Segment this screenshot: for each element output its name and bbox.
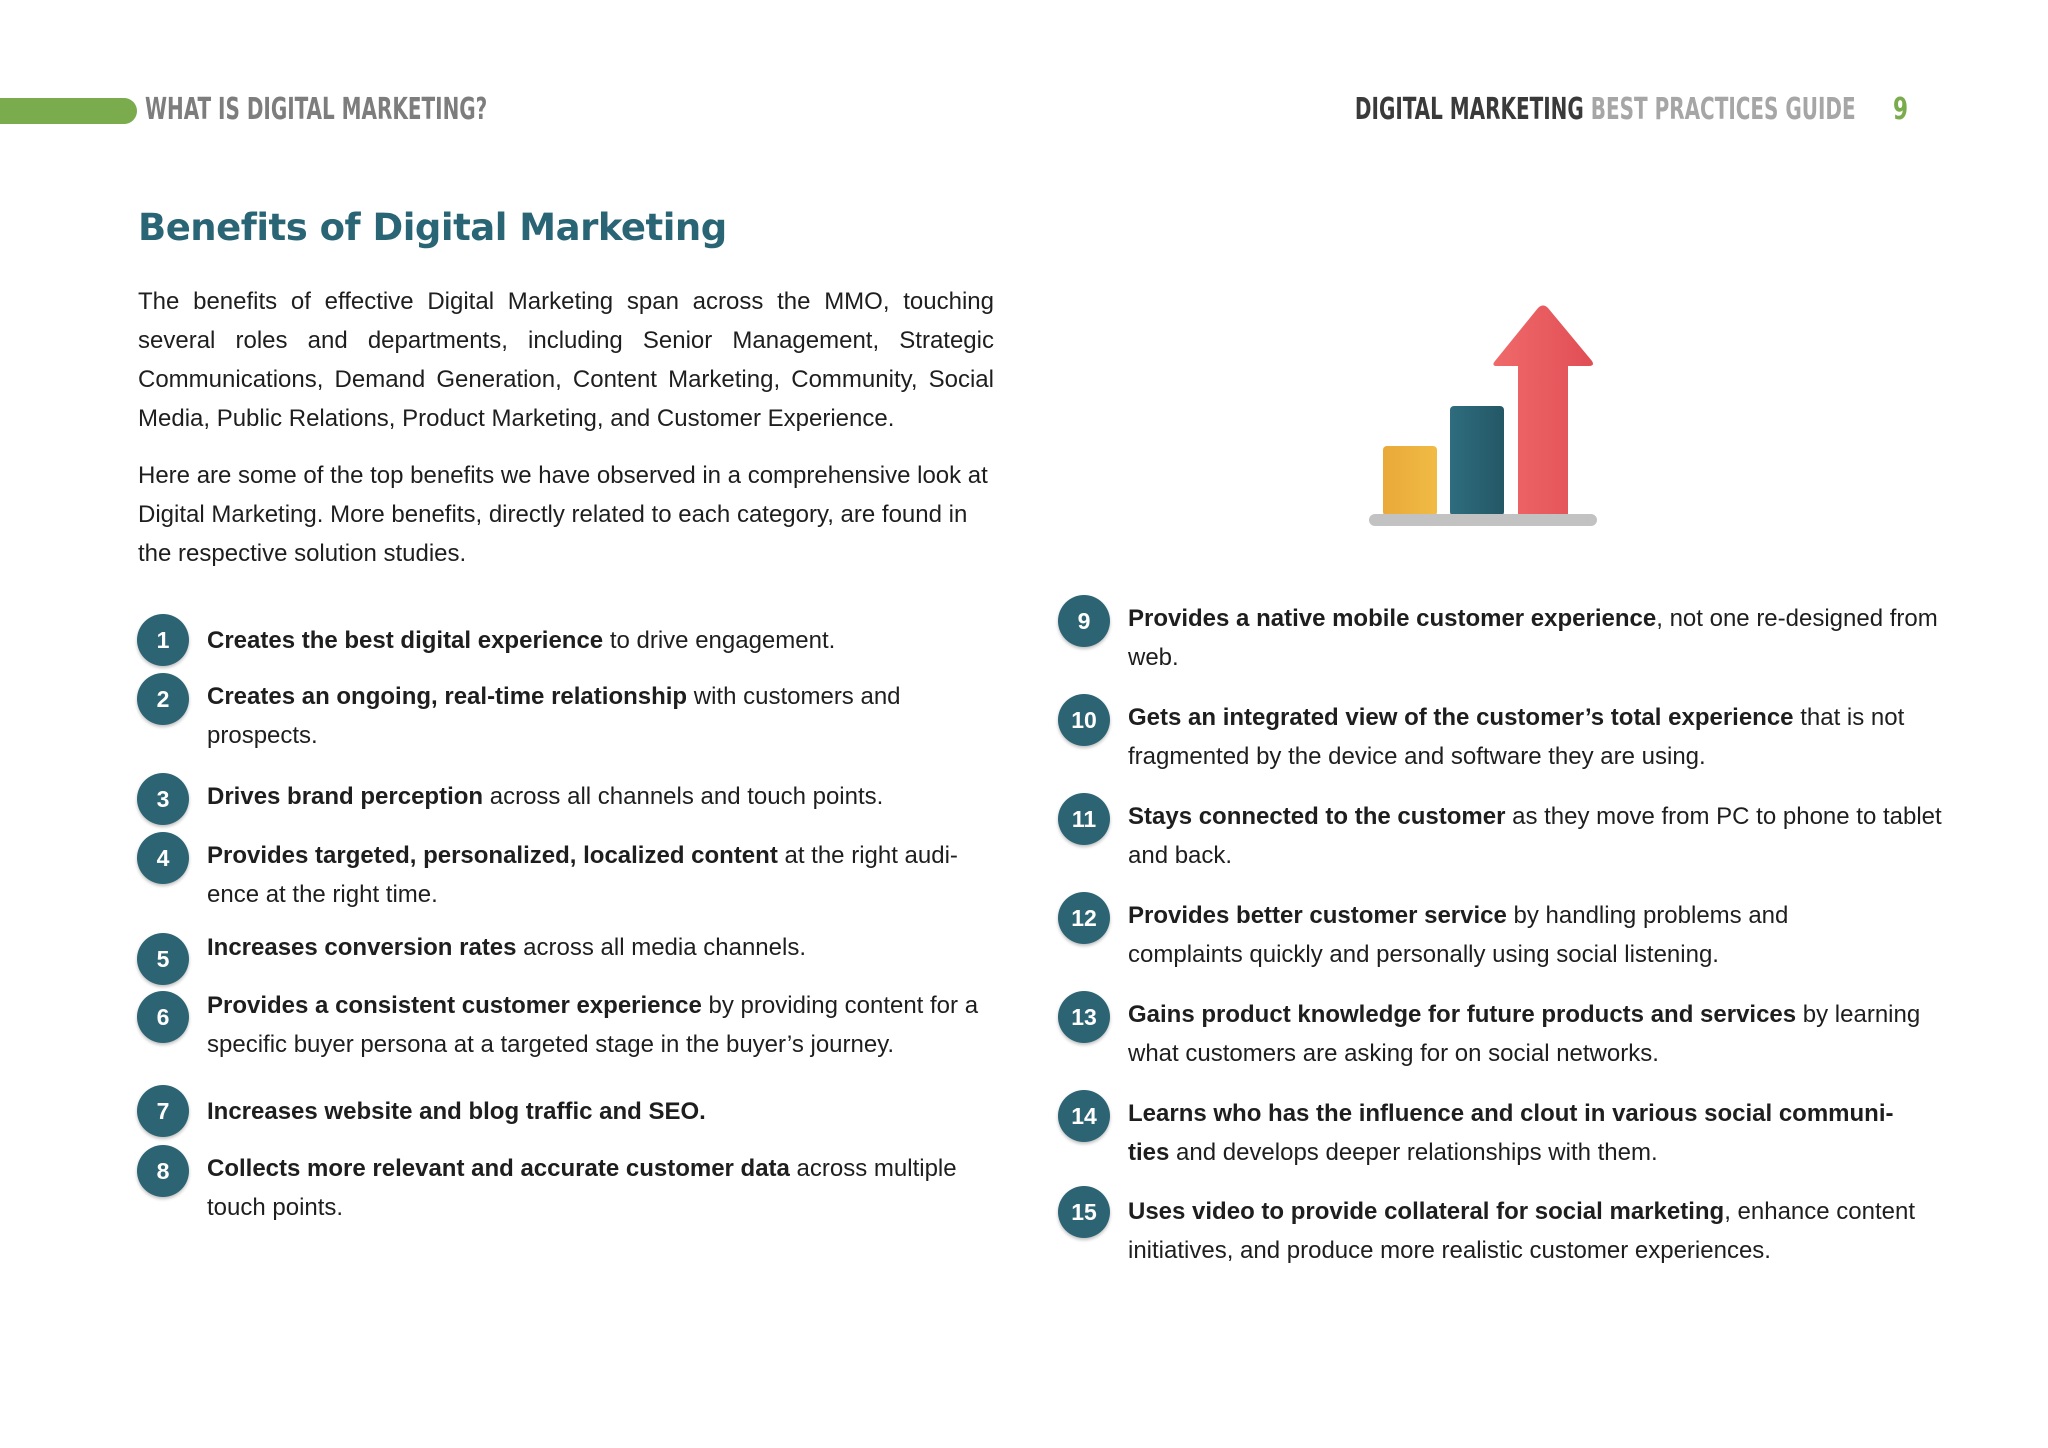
list-item-rest: , enhance content initiatives, and produce more realistic customer experiences.: [1128, 1198, 1916, 1264]
number-badge: 8: [137, 1145, 189, 1197]
number-badge: 4: [137, 832, 189, 884]
number-badge: 15: [1058, 1186, 1110, 1238]
list-item-rest: as they move from PC to phone to tablet and back.: [1128, 803, 1942, 869]
list-item-bold: Increases conversion rates: [207, 934, 517, 961]
list-item: [1058, 991, 1928, 1073]
number-badge: 11: [1058, 793, 1110, 845]
list-item-rest: by learning what customers are asking for on social networks.: [1128, 1001, 1921, 1067]
list-item-bold: Drives brand perception: [207, 783, 484, 810]
list-item-bold: Stays connected to the customer: [1128, 803, 1506, 830]
list-item-bold: Provides a native mobile customer experience: [1128, 605, 1657, 632]
list-item: [137, 673, 967, 755]
list-item-text: [1128, 995, 1928, 1073]
page-title: Benefits of Digital Marketing: [138, 206, 727, 249]
list-item-rest: at the right audi-ence at the right time.: [207, 842, 958, 908]
guide-title-strong: DIGITAL MARKETING: [1355, 92, 1585, 127]
list-item-bold: Gets an integrated view of the customer’s total experience: [1128, 704, 1794, 731]
list-item: [137, 1145, 997, 1227]
list-item-rest: by handling problems and complaints quickly and personally using social listening.: [1128, 902, 1789, 968]
list-item-bold: Provides a consistent customer experience: [207, 992, 702, 1019]
number-badge: 13: [1058, 991, 1110, 1043]
number-badge: 1: [137, 614, 189, 666]
number-badge: 3: [137, 773, 189, 825]
list-item-text: [207, 621, 999, 660]
list-item: [137, 614, 999, 666]
growth-bar-chart-arrow-icon: [1363, 300, 1603, 532]
number-badge: 2: [137, 673, 189, 725]
number-badge: 12: [1058, 892, 1110, 944]
list-item-text: [207, 777, 999, 816]
list-item-text: [207, 836, 1007, 914]
list-item-bold: Uses video to provide collateral for social marketing: [1128, 1198, 1725, 1225]
header-accent-bar: [0, 98, 137, 124]
list-item: [137, 832, 1007, 914]
list-item-bold: Increases website and blog traffic and SEO.: [207, 1098, 706, 1125]
chart-arrow-red: [1493, 306, 1593, 517]
page-number: 9: [1893, 92, 1909, 127]
list-item-text: [207, 1092, 999, 1131]
list-item-text: [1128, 698, 1918, 776]
number-badge: 14: [1058, 1090, 1110, 1142]
intro-paragraph-2: Here are some of the top benefits we have observed in a comprehensive look at Digital Marketing. More benefits, directly related to each category, are found in the respective solution studies.: [138, 462, 988, 567]
list-item: [137, 991, 1007, 1064]
list-item-rest: with customers and prospects.: [207, 683, 901, 749]
section-label: WHAT IS DIGITAL MARKETING?: [145, 92, 488, 127]
list-item: [1058, 1186, 1948, 1270]
chart-bar-teal: [1450, 406, 1504, 516]
list-item-text: [1128, 1192, 1948, 1270]
list-item-text: [1128, 599, 1948, 677]
list-item: [137, 773, 999, 825]
guide-title: [1355, 92, 1856, 127]
list-item-rest: across multiple touch points.: [207, 1155, 957, 1221]
list-item-rest: across all media channels.: [516, 934, 806, 961]
list-item-bold: Learns who has the influence and clout in various social communi-ties: [1128, 1100, 1894, 1166]
guide-title-light: BEST PRACTICES GUIDE: [1591, 92, 1856, 127]
list-item-text: [1128, 1094, 1918, 1172]
list-item: [137, 933, 999, 985]
list-item-text: [1128, 797, 1948, 875]
list-item: [1058, 793, 1948, 875]
list-item-rest: , not one re-designed from web.: [1128, 605, 1938, 671]
number-badge: 7: [137, 1085, 189, 1137]
list-item-text: [207, 986, 1007, 1064]
intro-paragraph-1: The benefits of effective Digital Marketing span across the MMO, touching several roles and departments, including Senior Management, Strategic Communications, Demand Generation, Content Marketing, Community, Social Media, Public Relations, Product Marketing, and Customer Experience.: [138, 288, 994, 432]
list-item-rest: that is not fragmented by the device and software they are using.: [1128, 704, 1905, 770]
list-item-text: [207, 928, 999, 967]
list-item: [137, 1085, 999, 1137]
list-item-bold: Collects more relevant and accurate customer data: [207, 1155, 790, 1182]
list-item: [1058, 1090, 1918, 1172]
list-item-bold: Provides better customer service: [1128, 902, 1507, 929]
list-item-bold: Creates an ongoing, real-time relationship: [207, 683, 688, 710]
list-item-rest: to drive engagement.: [603, 627, 836, 654]
number-badge: 6: [137, 991, 189, 1043]
list-item-rest: by providing content for a specific buyer persona at a targeted stage in the buyer’s journey.: [207, 992, 979, 1058]
list-item-text: [207, 677, 967, 755]
list-item: [1058, 694, 1918, 776]
list-item-bold: Creates the best digital experience: [207, 627, 604, 654]
list-item: [1058, 595, 1948, 677]
list-item-text: [207, 1149, 997, 1227]
chart-bar-yellow: [1383, 446, 1437, 516]
number-badge: 10: [1058, 694, 1110, 746]
number-badge: 9: [1058, 595, 1110, 647]
list-item-text: [1128, 896, 1908, 974]
chart-baseline: [1369, 514, 1597, 526]
list-item: [1058, 892, 1908, 974]
number-badge: 5: [137, 933, 189, 985]
list-item-rest: across all channels and touch points.: [483, 783, 884, 810]
list-item-bold: Provides targeted, personalized, localized content: [207, 842, 778, 869]
list-item-rest: and develops deeper relationships with them.: [1169, 1139, 1658, 1166]
list-item-bold: Gains product knowledge for future products and services: [1128, 1001, 1797, 1028]
